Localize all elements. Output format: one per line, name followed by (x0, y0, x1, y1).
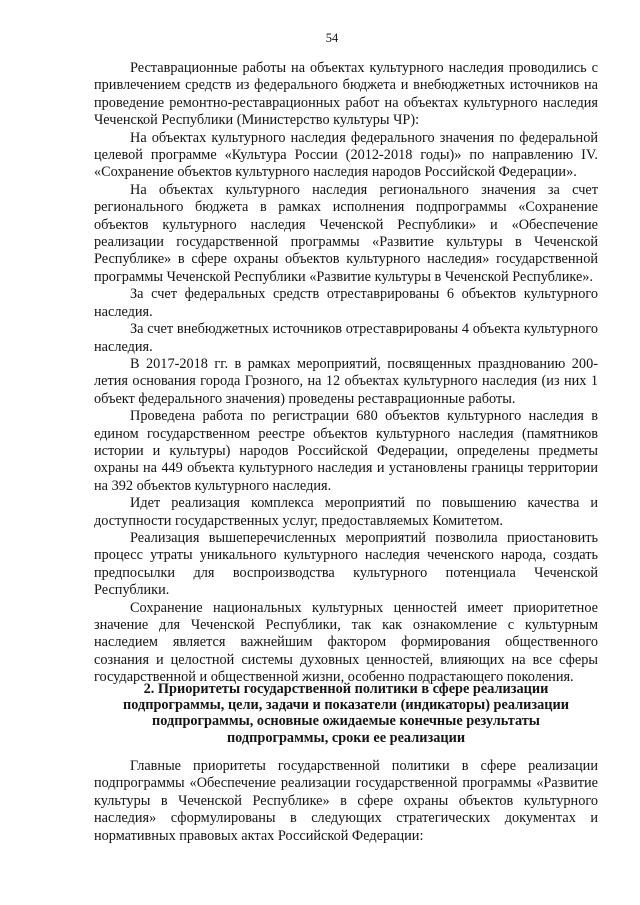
page-number: 54 (325, 31, 339, 45)
body-text (94, 60, 598, 687)
paragraph: За счет внебюджетных источников отреставрированы 4 объекта культурного наследия. (94, 321, 598, 355)
paragraph: Реставрационные работы на объектах культурного наследия проводились с привлечением средств из федерального бюджета и внебюджетных источников на проведение ремонтно-реставрационных работ на объектах культурного наследия Чеченской Республики (Министерство культуры ЧР): (94, 60, 598, 129)
closing-text (94, 758, 598, 845)
section-heading (94, 681, 598, 746)
heading-line: подпрограммы, сроки ее реализации (226, 729, 466, 746)
paragraph: На объектах культурного наследия федерального значения по федеральной целевой программе «Культура России (2012-2018 годы)» по направлению IV. «Сохранение объектов культурного наследия народов Российской Федерации». (94, 129, 598, 181)
heading-line: подпрограммы, основные ожидаемые конечные результаты (152, 713, 540, 730)
closing-paragraph: Главные приоритеты государственной политики в сфере реализации подпрограммы «Обеспечение реализации государственной программы «Развитие культуры в Чеченской Республике» в сфере охраны объектов культурного наследия» сформулированы в следующих стратегических документах и нормативных правовых актах Российской Федерации: (94, 758, 598, 844)
paragraph: Сохранение национальных культурных ценностей имеет приоритетное значение для Чеченской Республики, так как ознакомление с культурным наследием является важнейшим фактором формирования общественного сознания и целостной системы духовных ценностей, влияющих на все сферы государственной и общественной жизни, особенно подрастающего поколения. (94, 599, 598, 686)
paragraph: Проведена работа по регистрации 680 объектов культурного наследия в едином государственном реестре объектов культурного наследия (памятников истории и культуры) народов Российской Федерации, определены предметы охраны на 449 объекта культурного наследия и установлены границы территории на 392 объектов культурного наследия. (94, 408, 598, 494)
heading-line: 2. Приоритеты государственной политики в сфере реализации (143, 681, 549, 697)
heading-line: подпрограммы, цели, задачи и показатели (индикаторы) реализации (123, 697, 569, 714)
paragraph: Реализация вышеперечисленных мероприятий позволила приостановить процесс утраты уникального культурного наследия чеченского народа, создать предпосылки для воспроизводства культурного потенциала Чеченской Республики. (94, 529, 598, 599)
paragraph: На объектах культурного наследия регионального значения за счет регионального бюджета в рамках исполнения подпрограммы «Сохранение объектов культурного наследия Чеченской Республики» и «Обеспечение реализации государственной программы «Развитие культуры в Чеченской Республике» в сфере охраны объектов культурного наследия» государственной программы Чеченской Республики «Развитие культуры в Чеченской Республике». (94, 181, 598, 285)
paragraph: В 2017-2018 гг. в рамках мероприятий, посвященных празднованию 200-летия основания города Грозного, на 12 объектах культурного наследия (из них 1 объект федерального значения) проведены реставрационные работы. (94, 355, 598, 407)
paragraph: Идет реализация комплекса мероприятий по повышению качества и доступности государственных услуг, предоставляемых Комитетом. (94, 495, 598, 529)
paragraph: За счет федеральных средств отреставрированы 6 объектов культурного наследия. (94, 286, 598, 320)
